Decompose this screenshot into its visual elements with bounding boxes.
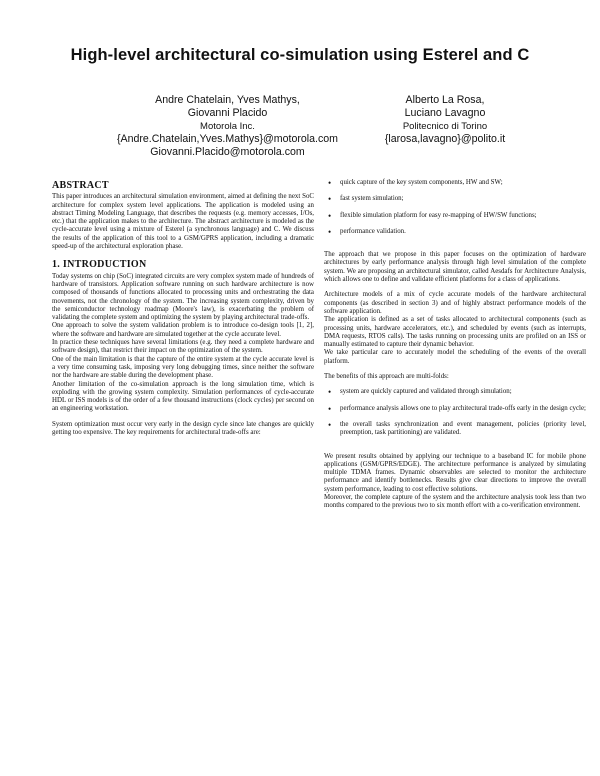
- body-paragraph: The approach that we propose in this paper focuses on the optimization of hardware architectures by early performance analysis through high level simulation of the complete system. We are proposing an architectural simulator, called Aesdafs for Architecture Analysis, which allows one to define and validate efficient platforms for a class of applications.: [324, 251, 586, 284]
- author-block-motorola: [100, 94, 355, 159]
- list-item: • quick capture of the key system components, HW and SW;: [324, 179, 586, 187]
- list-item: • performance validation.: [324, 228, 586, 236]
- author-email: {larosa,lavagno}@polito.it: [384, 133, 506, 145]
- body-paragraph: The application is defined as a set of tasks allocated to architectural components (such as processing units, hardware accelerators, etc.), and scheduled by events (such as interrupts, DMA requests, RTOS calls). The tasks running on processing units are profiled on an ISS or manually estimated to capture their dynamic behavior.: [324, 316, 586, 349]
- author-names: Andre Chatelain, Yves Mathys,: [155, 94, 300, 106]
- body-paragraph: Architecture models of a mix of cycle accurate models of the hardware architectural components (as described in section 3) and of highly abstract performance models of the software application.: [324, 291, 586, 315]
- benefits-list: [324, 388, 586, 437]
- abstract-heading: ABSTRACT: [52, 180, 109, 191]
- list-item: • the overall tasks synchronization and event management, policies (priority level, preemption, task partitioning) are validated.: [324, 421, 586, 438]
- abstract-text: This paper introduces an architectural simulation environment, aimed at defining the next SoC architecture for complex system level applications. The application is modeled using an abstract Timing Modeling Language, that describes the requests (e.g. memory accesses, I/Os, etc.) that the application makes to the architecture. The abstract architecture is modeled as the cycle-accurate level using a mixture of Esterel (a synchronous language) and C. We discuss the results of the application of this tool to a GSM/GPRS application, including a dramatic speed-up of the architectural exploration phase.: [52, 193, 314, 251]
- author-email: {Andre.Chatelain,Yves.Mathys}@motorola.com: [117, 133, 338, 145]
- body-paragraph: We take particular care to accurately model the scheduling of the events of the overall platform.: [324, 349, 586, 365]
- list-item: • system are quickly captured and validated through simulation;: [324, 388, 586, 396]
- author-names: Alberto La Rosa,: [405, 94, 485, 106]
- paper-title: High-level architectural co-simulation using Esterel and C: [70, 46, 530, 64]
- list-item: • fast system simulation;: [324, 195, 586, 203]
- author-names-cont: Luciano Lavagno: [404, 107, 486, 119]
- author-affiliation: Politecnico di Torino: [402, 121, 488, 132]
- author-email-2: Giovanni.Placido@motorola.com: [150, 146, 305, 158]
- body-paragraph: We present results obtained by applying our technique to a baseband IC for mobile phone applications (GSM/GPRS/EDGE). The architecture performance is analyzed by simulating multiple TDMA frames. Dynamic observables are selected to monitor the architecture performance and identify bottlenecks. Results give clear directions to improve the overall system performance, leading to cost effective solutions.: [324, 452, 586, 493]
- body-paragraph: Moreover, the complete capture of the system and the architecture analysis took less than two months compared to the previous two to six month effort with a co-verification environment.: [324, 494, 586, 510]
- author-names-cont: Giovanni Placido: [187, 107, 268, 119]
- right-column: [324, 179, 586, 511]
- author-affiliation: Motorola Inc.: [200, 121, 255, 132]
- introduction-heading: 1. INTRODUCTION: [52, 259, 147, 271]
- intro-paragraph: One approach to solve the system validation problem is to introduce co-design tools [1, 2], where the software and hardware are simulated together at the cycle accurate level.: [52, 322, 314, 338]
- list-item: • performance analysis allows one to play architectural trade-offs early in the design cycle;: [324, 405, 586, 413]
- requirements-list: [324, 179, 586, 236]
- intro-paragraph: In practice these techniques have several limitations (e.g. they need a complete hardware and software design), that restrict their impact on the optimization of the system.: [52, 339, 314, 355]
- intro-paragraph: System optimization must occur very early in the design cycle since late changes are quickly getting too expensive. The key requirements for architectural trade-offs are:: [52, 420, 314, 437]
- author-block-polito: [360, 94, 530, 146]
- left-column: [52, 182, 314, 437]
- intro-paragraph: Today systems on chip (SoC) integrated circuits are very complex system made of hundreds of hardware of transistors. Application software running on such hardware architecture is now composed of thousands of functions allocated to processing units and orchestrating the data movements, not the chronology of the system. The increasing system complexity, driven by the semiconductor technology roadmap (Moore's law), is exacerbating the problem of validating the complete system and optimizing the system by playing architectural trade-offs.: [52, 272, 314, 322]
- intro-paragraph: Another limitation of the co-simulation approach is the long simulation time, which is exploding with the growing system complexity. Simulation performances of cycle-accurate HDL or ISS models is of the order of a few thousand instructions (clock cycles) per second on an engineering workstation.: [52, 380, 314, 413]
- list-item: • flexible simulation platform for easy re-mapping of HW/SW functions;: [324, 212, 586, 220]
- intro-paragraph: One of the main limitation is that the capture of the entire system at the cycle accurate level is a very time consuming task, imposing very long debugging times, since neither the software nor the hardware are stable during the development phase.: [52, 355, 314, 380]
- body-paragraph: The benefits of this approach are multi-folds:: [324, 373, 449, 381]
